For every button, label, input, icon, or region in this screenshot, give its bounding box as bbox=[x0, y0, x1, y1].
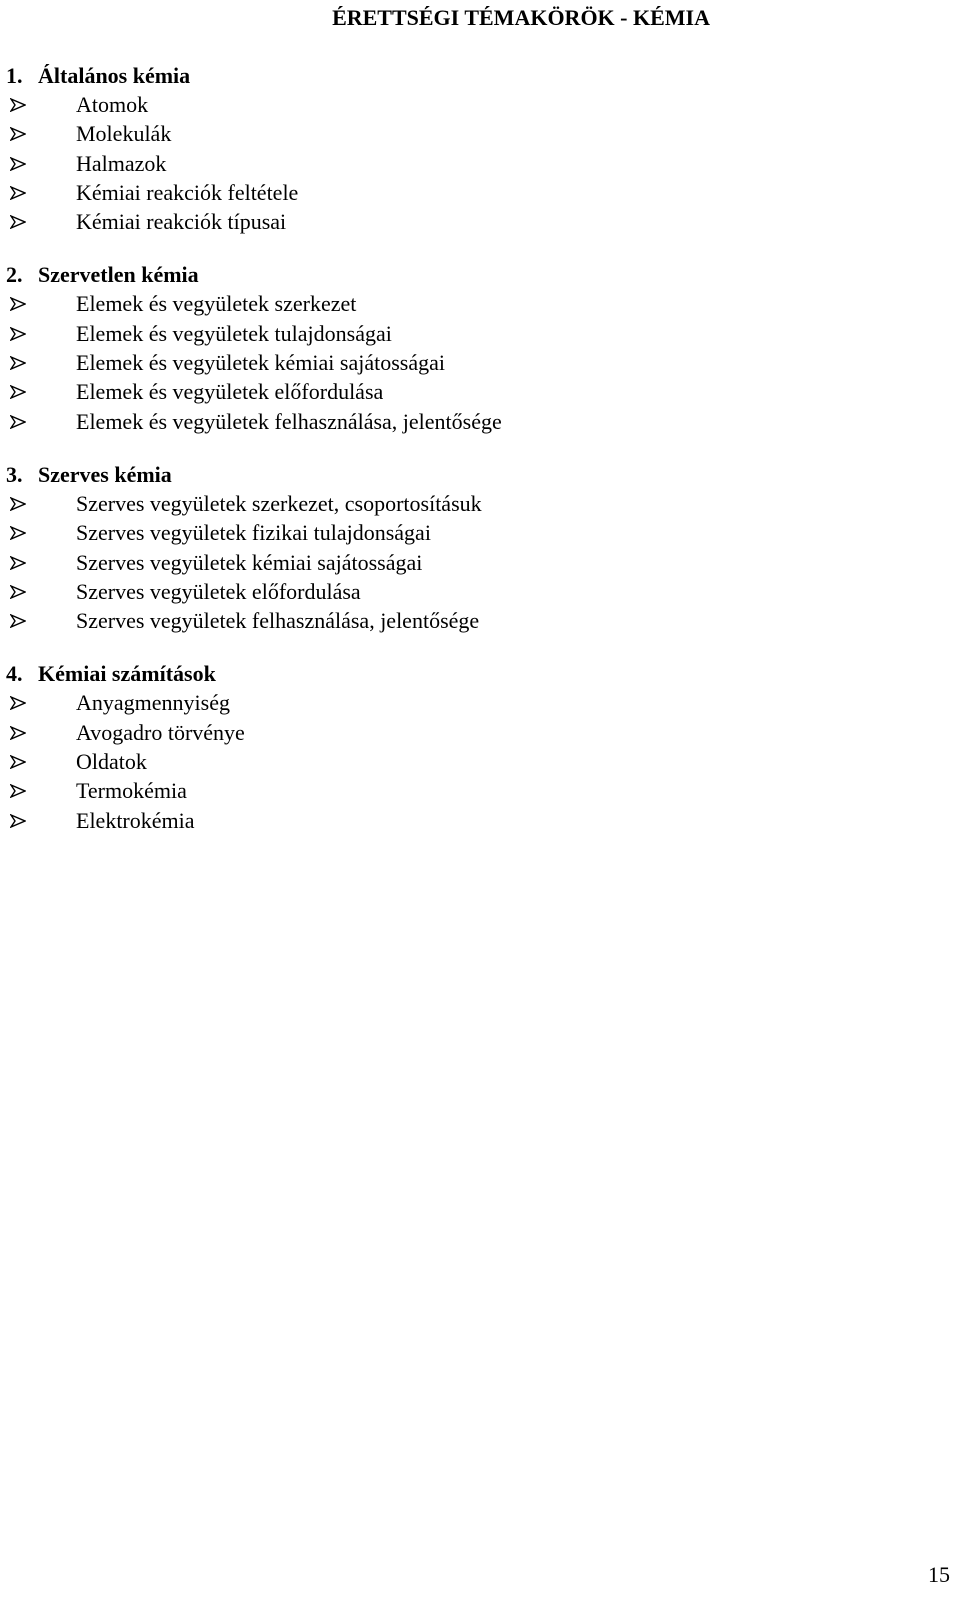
arrowhead-bullet-icon bbox=[10, 415, 26, 429]
section-organic-chemistry bbox=[6, 461, 946, 635]
arrowhead-bullet-icon bbox=[10, 186, 26, 200]
arrowhead-bullet-icon bbox=[10, 497, 26, 511]
section-number: 3. bbox=[6, 461, 23, 487]
section-heading bbox=[6, 461, 946, 489]
arrowhead-bullet-icon bbox=[10, 215, 26, 229]
section-inorganic-chemistry bbox=[6, 261, 946, 435]
section-chemical-calculations bbox=[6, 660, 946, 834]
section-title: Szervetlen kémia bbox=[38, 262, 199, 288]
list-item bbox=[6, 548, 946, 577]
list-item-text: Elemek és vegyületek kémiai sajátosságai bbox=[76, 350, 445, 376]
arrowhead-bullet-icon bbox=[10, 98, 26, 112]
list-item bbox=[6, 289, 946, 318]
list-item-text: Halmazok bbox=[76, 150, 167, 176]
arrowhead-bullet-icon bbox=[10, 614, 26, 628]
list-item bbox=[6, 348, 946, 377]
list-item bbox=[6, 718, 946, 747]
list-item-text: Szerves vegyületek fizikai tulajdonságai bbox=[76, 520, 431, 546]
arrowhead-bullet-icon bbox=[10, 585, 26, 599]
list-item bbox=[6, 319, 946, 348]
arrowhead-bullet-icon bbox=[10, 157, 26, 171]
list-item-text: Elemek és vegyületek szerkezet bbox=[76, 291, 357, 317]
section-title: Kémiai számítások bbox=[38, 661, 216, 687]
arrowhead-bullet-icon bbox=[10, 814, 26, 828]
arrowhead-bullet-icon bbox=[10, 385, 26, 399]
list-item bbox=[6, 776, 946, 805]
section-number: 1. bbox=[6, 63, 23, 88]
topic-list bbox=[6, 289, 946, 435]
list-item bbox=[6, 178, 946, 207]
arrowhead-bullet-icon bbox=[10, 297, 26, 311]
list-item bbox=[6, 377, 946, 406]
list-item bbox=[6, 207, 946, 236]
list-item-text: Szerves vegyületek szerkezet, csoportosításuk bbox=[76, 490, 482, 516]
list-item bbox=[6, 747, 946, 776]
list-item bbox=[6, 688, 946, 717]
list-item bbox=[6, 90, 946, 119]
topic-sections bbox=[6, 62, 946, 860]
arrowhead-bullet-icon bbox=[10, 696, 26, 710]
section-number: 4. bbox=[6, 661, 23, 687]
list-item-text: Molekulák bbox=[76, 121, 172, 147]
arrowhead-bullet-icon bbox=[10, 784, 26, 798]
section-title: Általános kémia bbox=[38, 63, 191, 88]
arrowhead-bullet-icon bbox=[10, 526, 26, 540]
list-item-text: Elemek és vegyületek előfordulása bbox=[76, 379, 384, 405]
arrowhead-bullet-icon bbox=[10, 726, 26, 740]
section-heading bbox=[6, 660, 946, 688]
list-item bbox=[6, 149, 946, 178]
arrowhead-bullet-icon bbox=[10, 755, 26, 769]
section-number: 2. bbox=[6, 262, 23, 288]
list-item bbox=[6, 518, 946, 547]
section-title: Szerves kémia bbox=[38, 461, 172, 487]
topic-list bbox=[6, 90, 946, 236]
list-item-text: Avogadro törvénye bbox=[76, 719, 245, 745]
list-item-text: Elektrokémia bbox=[76, 807, 195, 833]
list-item-text: Oldatok bbox=[76, 749, 147, 775]
arrowhead-bullet-icon bbox=[10, 127, 26, 141]
list-item-text: Termokémia bbox=[76, 778, 187, 804]
topic-list bbox=[6, 489, 946, 635]
list-item-text: Szerves vegyületek felhasználása, jelentősége bbox=[76, 608, 480, 634]
list-item bbox=[6, 806, 946, 835]
list-item bbox=[6, 577, 946, 606]
section-heading bbox=[6, 62, 946, 90]
list-item-text: Anyagmennyiség bbox=[76, 690, 230, 716]
list-item-text: Kémiai reakciók feltétele bbox=[76, 179, 299, 205]
list-item-text: Kémiai reakciók típusai bbox=[76, 209, 287, 235]
list-item-text: Elemek és vegyületek felhasználása, jelentősége bbox=[76, 408, 502, 434]
arrowhead-bullet-icon bbox=[10, 556, 26, 570]
list-item-text: Elemek és vegyületek tulajdonságai bbox=[76, 320, 392, 346]
list-item bbox=[6, 606, 946, 635]
list-item bbox=[6, 119, 946, 148]
page-number: 15 bbox=[928, 1562, 950, 1587]
section-heading bbox=[6, 261, 946, 289]
list-item-text: Atomok bbox=[76, 92, 149, 117]
page-title: ÉRETTSÉGI TÉMAKÖRÖK - KÉMIA bbox=[332, 5, 710, 30]
arrowhead-bullet-icon bbox=[10, 356, 26, 370]
list-item-text: Szerves vegyületek kémiai sajátosságai bbox=[76, 549, 423, 575]
arrowhead-bullet-icon bbox=[10, 327, 26, 341]
list-item bbox=[6, 407, 946, 436]
section-general-chemistry bbox=[6, 62, 946, 236]
list-item-text: Szerves vegyületek előfordulása bbox=[76, 578, 361, 604]
topic-list bbox=[6, 688, 946, 834]
list-item bbox=[6, 489, 946, 518]
